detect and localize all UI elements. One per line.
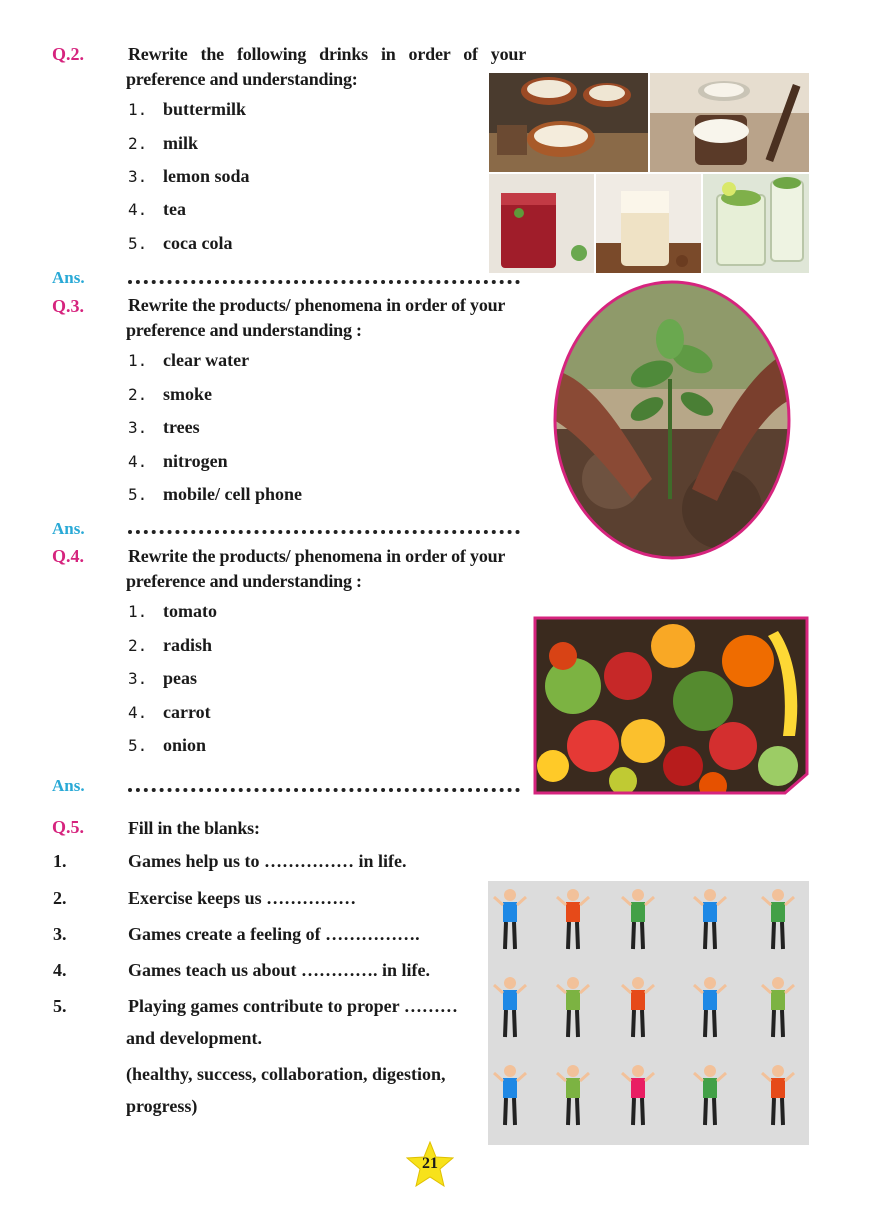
q3-item-text: nitrogen bbox=[163, 451, 228, 471]
q3-item-4 bbox=[128, 451, 228, 472]
q4-item-text: onion bbox=[163, 735, 207, 755]
exercise-figure bbox=[622, 889, 654, 949]
page-number: 21 bbox=[422, 1155, 438, 1172]
q3-item-num: 5. bbox=[128, 485, 148, 504]
q3-text-line2: preference and understanding : bbox=[126, 320, 362, 340]
q5-title: Fill in the blanks: bbox=[128, 818, 260, 838]
q4-item-text: carrot bbox=[163, 702, 211, 722]
exercise-figure bbox=[762, 1065, 794, 1125]
q2-answer-line bbox=[128, 280, 520, 284]
q4-item-5 bbox=[128, 735, 206, 756]
exercise-figure bbox=[762, 889, 794, 949]
q2-text-line1: Rewrite the following drinks in order of your bbox=[128, 44, 526, 64]
q2-item-num: 4. bbox=[128, 200, 148, 219]
exercise-figure bbox=[494, 889, 526, 949]
q2-item-num: 3. bbox=[128, 167, 148, 186]
q3-item-num: 3. bbox=[128, 418, 148, 437]
exercise-figure bbox=[557, 1065, 589, 1125]
q2-item-2 bbox=[128, 133, 198, 154]
q2-answer-label: Ans. bbox=[52, 268, 85, 287]
q4-item-num: 2. bbox=[128, 636, 148, 655]
exercise-figure bbox=[494, 977, 526, 1037]
exercise-figure bbox=[694, 977, 726, 1037]
q4-text-line1: Rewrite the products/ phenomena in order of your bbox=[128, 546, 506, 566]
q4-item-1 bbox=[128, 601, 217, 622]
q4-answer-line bbox=[128, 788, 520, 792]
q5-item-4-num: 4. bbox=[53, 960, 67, 980]
q5-label: Q.5. bbox=[52, 817, 85, 837]
q3-item-text: mobile/ cell phone bbox=[163, 484, 302, 504]
exercise-figure bbox=[694, 1065, 726, 1125]
q2-item-num: 1. bbox=[128, 100, 148, 119]
q4-item-text: radish bbox=[163, 635, 213, 655]
q4-item-num: 5. bbox=[128, 736, 148, 755]
planting-sapling-photo bbox=[552, 279, 792, 561]
q3-item-3 bbox=[128, 417, 200, 438]
exercise-figure bbox=[622, 1065, 654, 1125]
exercise-figure bbox=[694, 889, 726, 949]
q2-item-4 bbox=[128, 199, 186, 220]
q3-text-line1: Rewrite the products/ phenomena in order of your bbox=[128, 295, 506, 315]
q2-item-text: tea bbox=[163, 199, 186, 219]
q5-item-5-continuation: and development. bbox=[126, 1028, 263, 1048]
q4-label: Q.4. bbox=[52, 546, 85, 566]
q2-item-1 bbox=[128, 99, 246, 120]
q3-item-text: smoke bbox=[163, 384, 212, 404]
q4-item-4 bbox=[128, 702, 211, 723]
q3-item-2 bbox=[128, 384, 212, 405]
q3-item-1 bbox=[128, 350, 249, 371]
q5-item-3-num: 3. bbox=[53, 924, 67, 944]
q4-item-text: tomato bbox=[163, 601, 217, 621]
q3-label: Q.3. bbox=[52, 296, 85, 316]
q4-item-num: 1. bbox=[128, 602, 148, 621]
exercise-figure bbox=[762, 977, 794, 1037]
q3-answer-label: Ans. bbox=[52, 519, 85, 538]
q4-item-text: peas bbox=[163, 668, 198, 688]
q5-item-5-num: 5. bbox=[53, 996, 67, 1016]
q3-item-5 bbox=[128, 484, 302, 505]
exercise-figure bbox=[557, 889, 589, 949]
q2-item-text: coca cola bbox=[163, 233, 233, 253]
q3-answer-line bbox=[128, 530, 520, 534]
q4-text-line2: preference and understanding : bbox=[126, 571, 362, 591]
q5-item-4-text: Games teach us about …………. in life. bbox=[128, 960, 431, 980]
q2-item-num: 5. bbox=[128, 234, 148, 253]
q2-item-text: lemon soda bbox=[163, 166, 250, 186]
q4-answer-label: Ans. bbox=[52, 776, 85, 795]
q5-item-5-text: Playing games contribute to proper ……… bbox=[128, 996, 458, 1016]
q5-item-3-text: Games create a feeling of ……………. bbox=[128, 924, 420, 944]
q2-item-text: buttermilk bbox=[163, 99, 246, 119]
q3-item-text: trees bbox=[163, 417, 200, 437]
q3-item-text: clear water bbox=[163, 350, 250, 370]
exercise-figures-illustration bbox=[488, 881, 809, 1145]
q3-item-num: 2. bbox=[128, 385, 148, 404]
q4-item-num: 4. bbox=[128, 703, 148, 722]
q5-hint-line1: (healthy, success, collaboration, digestion, bbox=[126, 1064, 446, 1084]
q4-item-3 bbox=[128, 668, 197, 689]
q5-item-2-num: 2. bbox=[53, 888, 67, 908]
q4-item-num: 3. bbox=[128, 669, 148, 688]
q2-label: Q.2. bbox=[52, 44, 85, 64]
q4-item-2 bbox=[128, 635, 212, 656]
drinks-photo-collage bbox=[489, 73, 809, 273]
q5-item-2-text: Exercise keeps us …………… bbox=[128, 888, 357, 908]
q5-hint-line2: progress) bbox=[126, 1096, 198, 1116]
q2-item-text: milk bbox=[163, 133, 199, 153]
exercise-figure bbox=[494, 1065, 526, 1125]
q2-item-5 bbox=[128, 233, 232, 254]
q5-item-1-text: Games help us to …………… in life. bbox=[128, 851, 407, 871]
vegetables-photo bbox=[533, 616, 809, 795]
exercise-figure bbox=[557, 977, 589, 1037]
q2-item-num: 2. bbox=[128, 134, 148, 153]
q3-item-num: 1. bbox=[128, 351, 148, 370]
q2-text-line2: preference and understanding: bbox=[126, 69, 358, 89]
exercise-figure bbox=[622, 977, 654, 1037]
q3-item-num: 4. bbox=[128, 452, 148, 471]
q5-item-1-num: 1. bbox=[53, 851, 67, 871]
q2-item-3 bbox=[128, 166, 250, 187]
